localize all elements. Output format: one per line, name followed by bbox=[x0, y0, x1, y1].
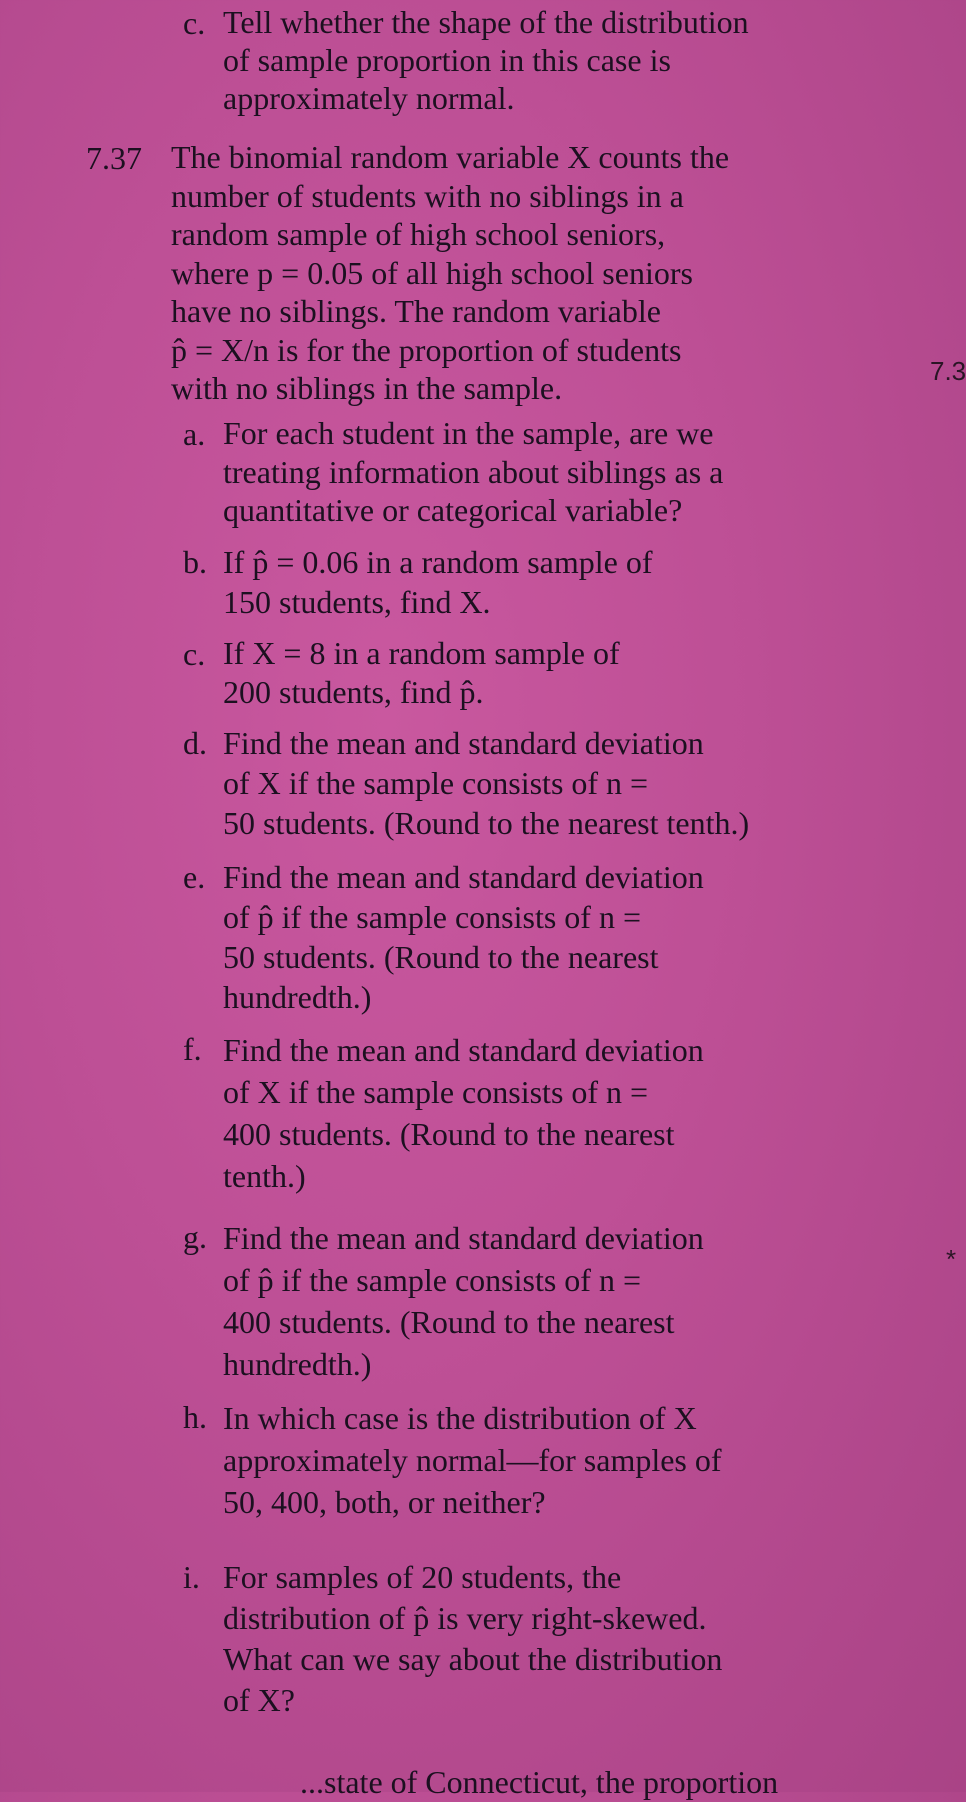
text-line: random sample of high school seniors, bbox=[171, 216, 666, 252]
text-line: p̂ = X/n is for the proportion of students bbox=[171, 331, 682, 368]
text-line: of X if the sample consists of n = bbox=[223, 1074, 649, 1110]
text-line: For each student in the sample, are we bbox=[223, 415, 714, 451]
text-line: 200 students, find p̂. bbox=[223, 674, 484, 710]
problem-7-37-text bbox=[171, 138, 729, 408]
item-h-label: h. bbox=[183, 1399, 207, 1435]
item-g-label: g. bbox=[183, 1219, 207, 1255]
margin-mark: * bbox=[946, 1244, 957, 1274]
margin-problem-ref: 7.3 bbox=[930, 356, 966, 386]
item-f-label: f. bbox=[183, 1031, 202, 1067]
text-line: tenth.) bbox=[223, 1158, 306, 1194]
item-c-text bbox=[223, 634, 620, 712]
text-line: approximately normal. bbox=[223, 80, 515, 116]
item-b-text bbox=[223, 542, 653, 622]
problem-7-37-label: 7.37 bbox=[86, 140, 142, 176]
item-e-label: e. bbox=[183, 859, 206, 895]
text-line: of X if the sample consists of n = bbox=[223, 765, 649, 801]
item-b-label: b. bbox=[183, 544, 207, 580]
previous-item-label: c. bbox=[183, 5, 206, 41]
text-line: Tell whether the shape of the distribution bbox=[223, 4, 749, 40]
text-line: Find the mean and standard deviation bbox=[223, 859, 704, 895]
text-line: hundredth.) bbox=[223, 979, 372, 1015]
text-line: Find the mean and standard deviation bbox=[223, 1032, 704, 1068]
item-f-text bbox=[223, 1029, 704, 1197]
text-line: distribution of p̂ is very right-skewed. bbox=[223, 1600, 707, 1636]
item-d-text bbox=[223, 723, 749, 843]
item-e-text bbox=[223, 857, 704, 1017]
text-line: In which case is the distribution of X bbox=[223, 1400, 697, 1436]
item-d-label: d. bbox=[183, 725, 207, 761]
previous-item-text bbox=[223, 3, 749, 117]
text-line: of p̂ if the sample consists of n = bbox=[223, 1262, 641, 1298]
text-line: where p = 0.05 of all high school seniors bbox=[171, 254, 693, 291]
text-line: approximately normal—for samples of bbox=[223, 1442, 722, 1478]
text-line: Find the mean and standard deviation bbox=[223, 1220, 704, 1256]
text-line: of p̂ if the sample consists of n = bbox=[223, 899, 641, 935]
text-line: 400 students. (Round to the nearest bbox=[223, 1304, 675, 1340]
item-i-label: i. bbox=[183, 1559, 200, 1595]
text-line: The binomial random variable X counts the bbox=[171, 139, 730, 175]
text-line: of sample proportion in this case is bbox=[223, 42, 671, 78]
text-line: quantitative or categorical variable? bbox=[223, 492, 683, 528]
text-line: have no siblings. The random variable bbox=[171, 293, 661, 329]
item-a-label: a. bbox=[183, 416, 206, 452]
text-line: number of students with no siblings in a bbox=[171, 177, 684, 214]
item-h-text bbox=[223, 1397, 722, 1523]
text-line: If p̂ = 0.06 in a random sample of bbox=[223, 544, 653, 580]
text-line: 50, 400, both, or neither? bbox=[223, 1484, 546, 1520]
text-line: For samples of 20 students, the bbox=[223, 1559, 622, 1595]
text-line: 50 students. (Round to the nearest bbox=[223, 939, 659, 975]
item-i-text bbox=[223, 1557, 722, 1721]
item-c-label: c. bbox=[183, 636, 206, 672]
item-a-text bbox=[223, 414, 723, 530]
text-line: 400 students. (Round to the nearest bbox=[223, 1116, 675, 1152]
text-line: 150 students, find X. bbox=[223, 584, 491, 620]
text-line: Find the mean and standard deviation bbox=[223, 725, 704, 761]
text-line: with no siblings in the sample. bbox=[171, 370, 563, 406]
text-line: of X? bbox=[223, 1682, 295, 1718]
text-line: If X = 8 in a random sample of bbox=[223, 635, 620, 671]
item-g-text bbox=[223, 1217, 704, 1385]
text-line: What can we say about the distribution bbox=[223, 1641, 723, 1677]
text-line: 50 students. (Round to the nearest tenth.) bbox=[223, 805, 750, 841]
text-line: treating information about siblings as a bbox=[223, 453, 724, 490]
next-problem-cut-line: ...state of Connecticut, the proportion bbox=[300, 1764, 779, 1800]
text-line: hundredth.) bbox=[223, 1346, 372, 1382]
